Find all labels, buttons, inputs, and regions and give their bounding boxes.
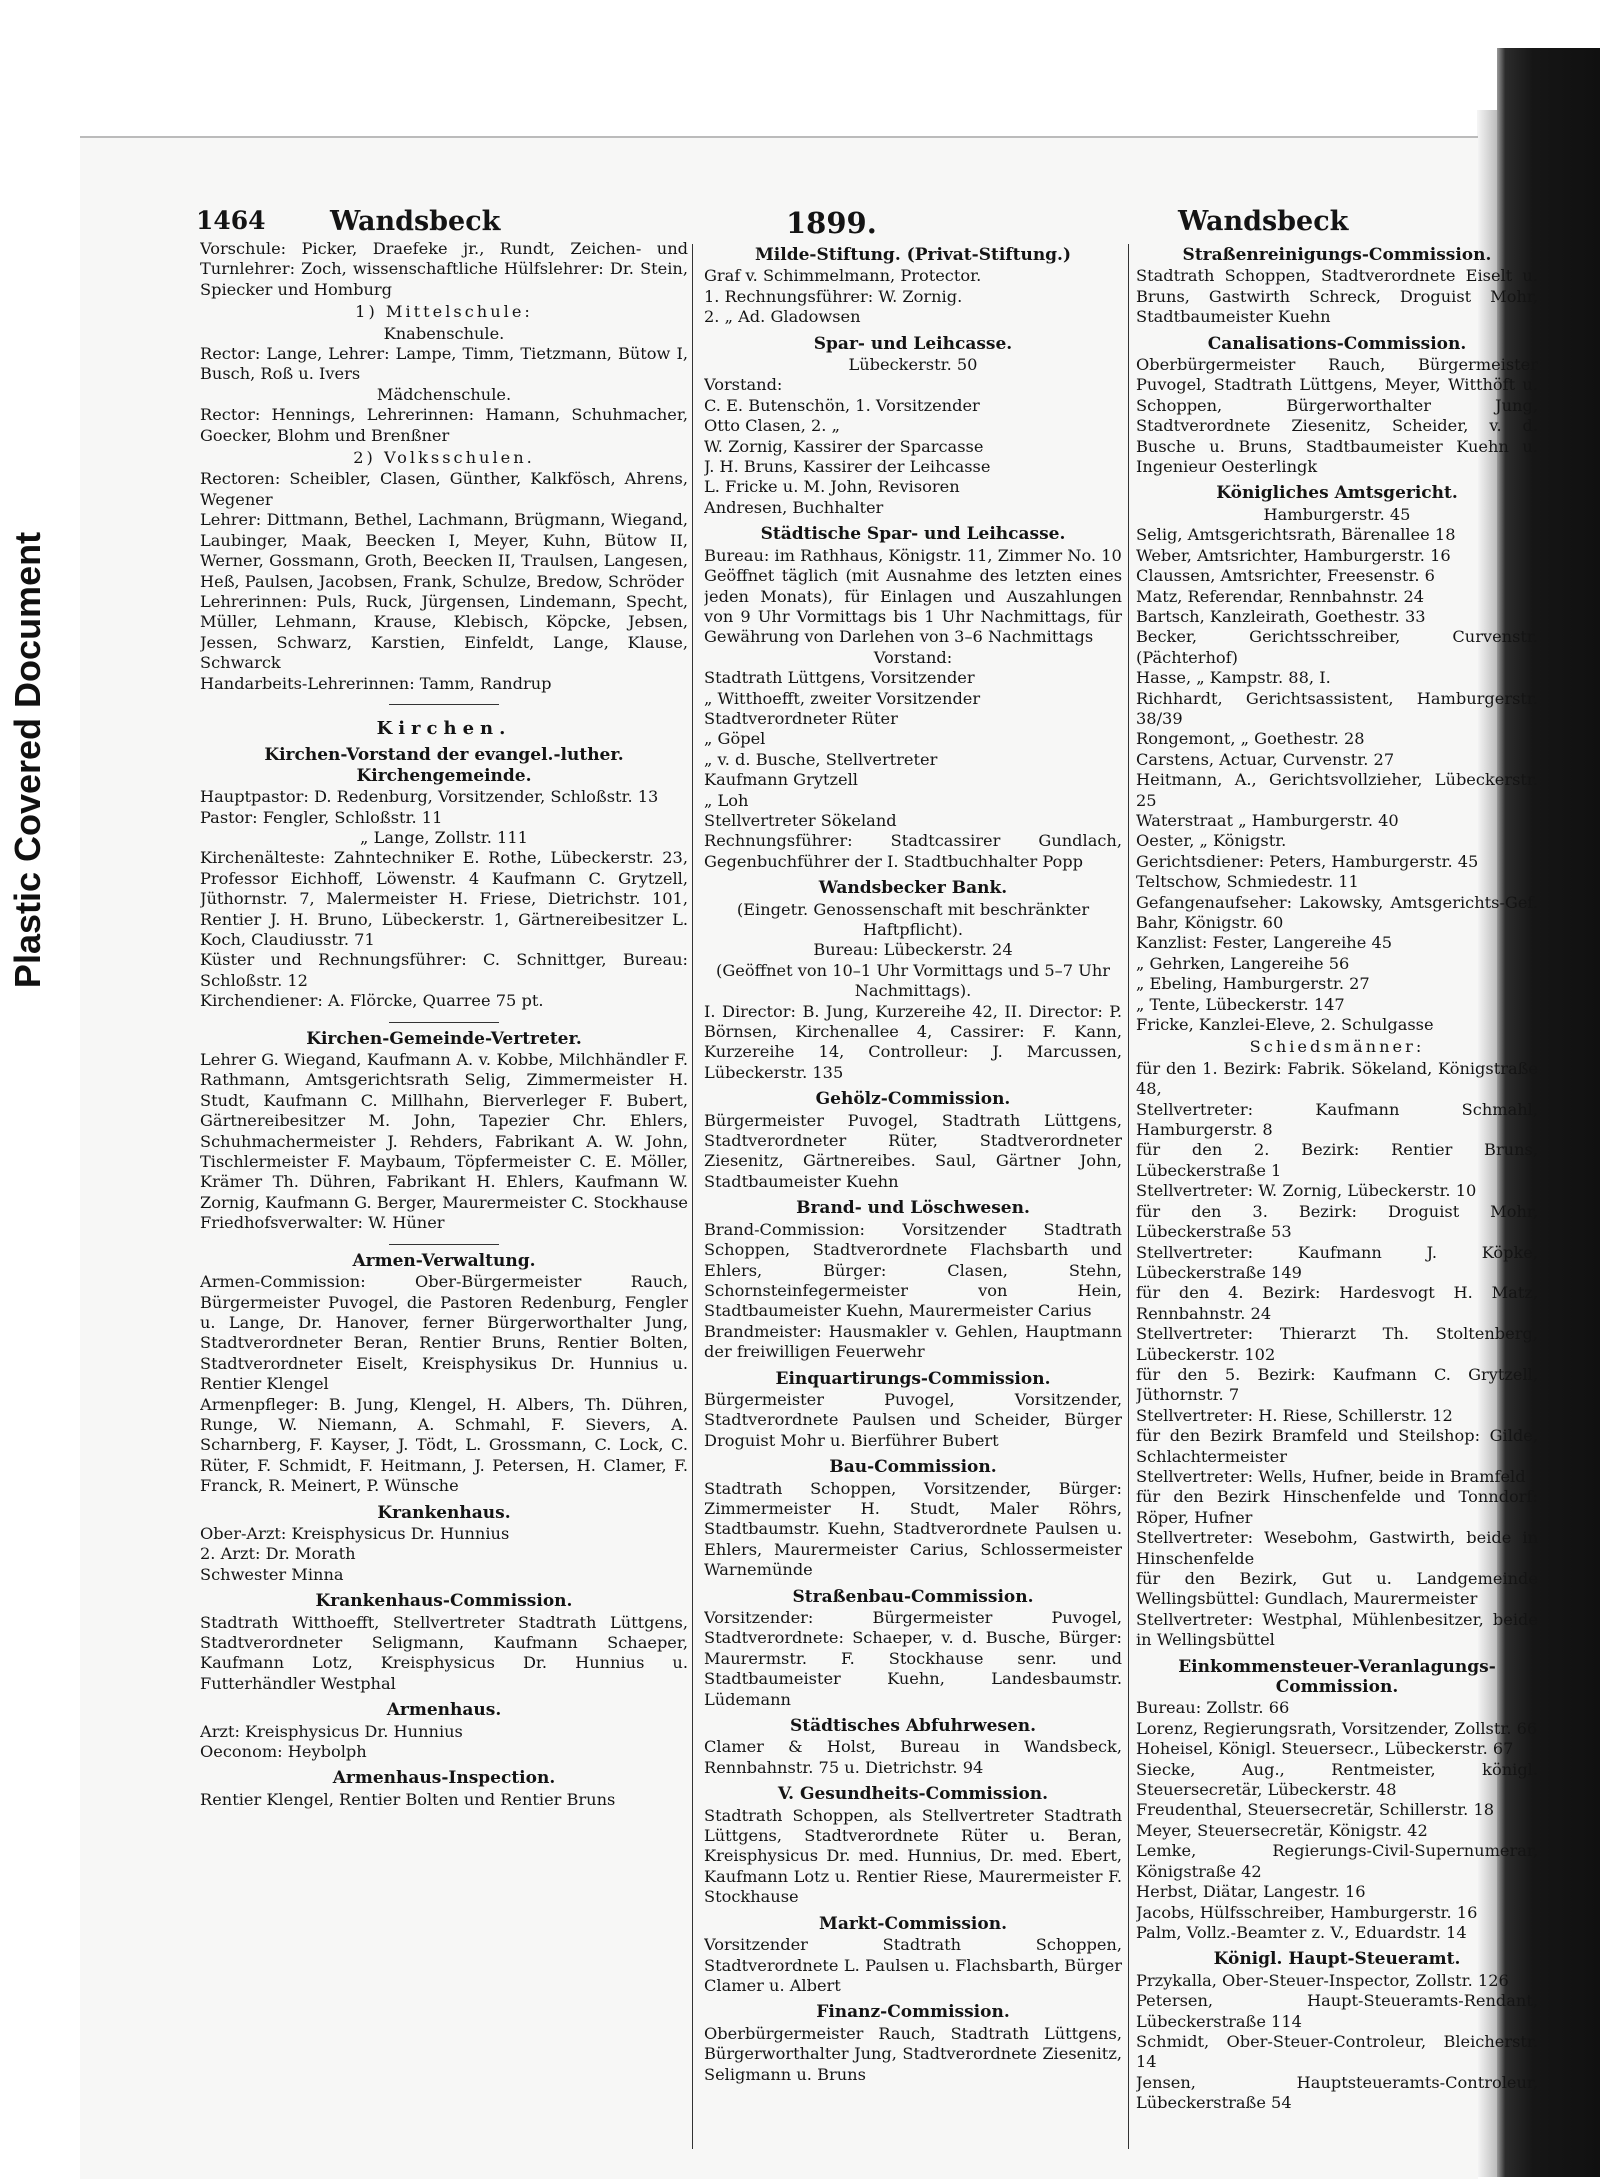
entry-text: I. Director: B. Jung, Kurzereihe 42, II. Director: P. Börnsen, Kirchenallee 4, Cassirer: F. Kann, Kurzereihe 14, Controlleur: J. Marcussen, Lübeckerstr. 135 <box>704 1001 1122 1082</box>
entry-text: Stadtrath Schoppen, als Stellvertreter Stadtrath Lüttgens, Stadtverordnete Rüter u. Beran, Kreisphysicus Dr. med. Hunnius, Dr. med. Ebert, Kaufmann Lotz u. Rentier Riese, Maurermeister F. Stockhause <box>704 1805 1122 1907</box>
section-heading: Markt-Commission. <box>819 1913 1007 1934</box>
section-heading: Canalisations-Commission. <box>1207 333 1467 354</box>
entry-text: Hoheisel, Königl. Steuersecr., Lübeckerstr. 67 <box>1136 1739 1514 1759</box>
entry-text: Stadtrath Schoppen, Stadtverordnete Eiselt u. Bruns, Gastwirth Schreck, Droguist Mohr, Stadtbaumeister Kuehn <box>1136 266 1538 327</box>
centered-line: Vorstand: <box>873 647 953 667</box>
entry-text: Bureau: Zollstr. 66 <box>1136 1698 1290 1718</box>
entry-text: Graf v. Schimmelmann, Protector. <box>704 266 982 286</box>
entry-text: Stellvertreter: Thierarzt Th. Stoltenberg, Lübeckerstr. 102 <box>1136 1324 1538 1364</box>
entry-text: Stadtverordneter Rüter <box>704 708 898 728</box>
entry-text: Teltschow, Schmiedestr. 11 <box>1136 872 1359 892</box>
page-number: 1464 <box>196 206 266 235</box>
entry-text: Vorsitzender: Bürgermeister Puvogel, Stadtverordnete: Schaeper, v. d. Busche, Bürger: Maurermstr. F. Stockhause senr. und Stadtbaumeister Kuehn, Landesbaumstr. Lüdemann <box>704 1608 1122 1709</box>
entry-text: Rectoren: Scheibler, Clasen, Günther, Kalkfösch, Ahrens, Wegener <box>200 469 688 509</box>
entry-text: Petersen, Haupt-Steueramts-Rendant, Lübeckerstraße 114 <box>1136 1991 1538 2031</box>
entry-text: für den 3. Bezirk: Droguist Mohr, Lübeckerstraße 53 <box>1136 1201 1538 1242</box>
entry-text: „ Göpel <box>704 729 766 749</box>
entry-text: Heitmann, A., Gerichtsvollzieher, Lübeckerstr. 25 <box>1136 770 1538 810</box>
side-label-container <box>0 470 56 1050</box>
entry-text: Otto Clasen, 2. „ <box>704 416 840 436</box>
entry-text: 2. „ Ad. Gladowsen <box>704 307 861 327</box>
entry-text: Stadtrath Lüttgens, Vorsitzender <box>704 668 975 688</box>
entry-text: Geöffnet täglich (mit Ausnahme des letzten eines jeden Monats), für Einlagen und Auszahlungen von 9 Uhr Vormittags bis 1 Uhr Nachmittags, für Gewährung von Darlehen von 3–6 Nachmittags <box>704 566 1122 647</box>
section-heading: Städtische Spar- und Leihcasse. <box>760 524 1066 545</box>
entry-text: Vorstand: <box>704 375 783 395</box>
section-heading: Kirchen-Gemeinde-Vertreter. <box>306 1028 582 1049</box>
entry-text: Brand-Commission: Vorsitzender Stadtrath Schoppen, Stadtverordnete Flachsbarth und Ehlers, Bürger: Clasen, Stehn, Schornsteinfegermeister von Hein, Stadtbaumeister Kuehn, Maurermeister Carius <box>704 1219 1122 1321</box>
entry-text: für den 2. Bezirk: Rentier Bruns, Lübeckerstraße 1 <box>1136 1140 1538 1180</box>
entry-text: Rector: Hennings, Lehrerinnen: Hamann, Schuhmacher, Goecker, Blohm und Brenßner <box>200 405 688 445</box>
centered-line: „ Lange, Zollstr. 111 <box>360 827 528 847</box>
entry-text: 1. Rechnungsführer: W. Zornig. <box>704 286 963 306</box>
entry-text: für den 4. Bezirk: Hardesvogt H. Matz, Rennbahnstr. 24 <box>1136 1283 1538 1323</box>
entry-text: Stellvertreter: Wesebohm, Gastwirth, beide in Hinschenfelde <box>1136 1528 1538 1568</box>
section-heading: Wandsbecker Bank. <box>818 878 1008 899</box>
centered-line: (Geöffnet von 10–1 Uhr Vormittags und 5–7 Uhr Nachmittags). <box>716 960 1110 1001</box>
section-heading: Städtisches Abfuhrwesen. <box>789 1716 1037 1737</box>
sub-heading: 2) Volksschulen. <box>353 448 535 468</box>
centered-line: Bureau: Lübeckerstr. 24 <box>813 940 1013 960</box>
entry-text: Stellvertreter: Kaufmann J. Köpke, Lübeckerstraße 149 <box>1136 1242 1538 1282</box>
entry-text: für den Bezirk Bramfeld und Steilshop: Gilde, Schlachtermeister <box>1136 1426 1538 1466</box>
entry-text: Gerichtsdiener: Peters, Hamburgerstr. 45 <box>1136 851 1479 871</box>
centered-line: Bureau: im Rathhaus, Königstr. 11, Zimmer No. 10 <box>704 545 1122 565</box>
entry-text: Przykalla, Ober-Steuer-Inspector, Zollstr. 126 <box>1136 1970 1509 1990</box>
entry-text: Weber, Amtsrichter, Hamburgerstr. 16 <box>1136 545 1451 565</box>
entry-text: W. Zornig, Kassirer der Sparcasse <box>704 436 984 456</box>
column-middle <box>704 239 1122 2149</box>
entry-text: Armen-Commission: Ober-Bürgermeister Rauch, Bürgermeister Puvogel, die Pastoren Redenburg, Fengler u. Lange, Dr. Hanover, ferner Bürgerworthalter Jung, Stadtverordneter Beran, Rentier Bruns, Rentier Bolten, Stadtverordneter Eiselt, Kreisphysikus Dr. Hunnius u. Rentier Klengel <box>200 1272 688 1394</box>
running-head-year: 1899. <box>786 206 877 240</box>
entry-text: Andresen, Buchhalter <box>704 497 884 517</box>
entry-text: Armenpfleger: B. Jung, Klengel, H. Albers, Th. Dühren, Runge, W. Niemann, A. Schmahl, F. Sievers, A. Scharnberg, F. Kayser, J. Tödt, L. Grossmann, C. Lock, C. Rüter, F. Schmidt, F. Heitmann, J. Petersen, H. Clamer, F. Franck, R. Meinert, P. Wünsche <box>200 1394 688 1496</box>
entry-text: Lehrer: Dittmann, Bethel, Lachmann, Brügmann, Wiegand, Laubinger, Maak, Beecken I, Meyer, Kuhn, Bütow II, Werner, Gossmann, Groth, Beecken II, Traulsen, Langesen, Heß, Paulsen, Jacobsen, Frank, Schulze, Bredow, Schröder <box>200 510 688 591</box>
entry-text: Bürgermeister Puvogel, Stadtrath Lüttgens, Stadtverordneter Rüter, Stadtverordneter Ziesenitz, Gärtnereibes. Saul, Gärtner John, Stadtbaumeister Kuehn <box>704 1110 1122 1191</box>
section-heading: Straßenreinigungs-Commission. <box>1182 245 1492 265</box>
section-heading: Armenhaus-Inspection. <box>332 1768 556 1789</box>
entry-text: Waterstraat „ Hamburgerstr. 40 <box>1136 810 1399 830</box>
section-heading: Finanz-Commission. <box>816 2002 1010 2023</box>
entry-text: Stadtrath Witthoefft, Stellvertreter Stadtrath Lüttgens, Stadtverordneter Seligmann, Kaufmann Schaeper, Kaufmann Lotz, Kreisphysicus Dr. Hunnius u. Futterhändler Westphal <box>200 1612 688 1693</box>
running-head-right: Wandsbeck <box>1178 206 1349 237</box>
entry-text: Oberbürgermeister Rauch, Bürgermeister Puvogel, Stadtrath Lüttgens, Meyer, Witthöft u. Schoppen, Bürgerworthalter Jung, Stadtverordnete Ziesenitz, Scheider, v. d. Busche u. Bruns, Stadtbaumeister Kuehn u. Ingenieur Oesterlingk <box>1136 355 1538 477</box>
entry-text: „ Ebeling, Hamburgerstr. 27 <box>1136 974 1370 994</box>
running-head-left: Wandsbeck <box>330 206 501 237</box>
entry-text: Claussen, Amtsrichter, Freesenstr. 6 <box>1136 566 1435 586</box>
entry-text: Selig, Amtsgerichtsrath, Bärenallee 18 <box>1136 525 1456 545</box>
document-page <box>80 136 1538 2179</box>
entry-text: Gefangenaufseher: Lakowsky, Amtsgerichts-Gef. Bahr, Königstr. 60 <box>1136 892 1538 932</box>
entry-text: „ Tente, Lübeckerstr. 147 <box>1136 994 1345 1014</box>
entry-text: Lehrer G. Wiegand, Kaufmann A. v. Kobbe, Milchhändler F. Rathmann, Amtsgerichtsrath Selig, Zimmermeister H. Studt, Kaufmann C. Millhahn, Bierverleger F. Bubert, Gärtnereibesitzer M. John, Tapezier Chr. Ehlers, Schuhmachermeister J. Rehders, Fabrikant A. W. John, Tischlermeister F. Maybaum, Töpfermeister C. E. Möller, Krämer Th. Dühren, Fabrikant H. Ehlers, Kaufmann W. Zornig, Kaufmann G. Berger, Maurermeister C. Stockhause <box>200 1050 688 1212</box>
entry-text: Friedhofsverwalter: W. Hüner <box>200 1213 445 1233</box>
entry-text: Matz, Referendar, Rennbahnstr. 24 <box>1136 586 1425 606</box>
column-rule <box>1128 244 1129 2149</box>
entry-text: Oeconom: Heybolph <box>200 1742 367 1762</box>
entry-text: Kirchenälteste: Zahntechniker E. Rothe, Lübeckerstr. 23, Professor Eichhoff, Löwenstr. 4 Kaufmann C. Grytzell, Jüthornstr. 7, Malermeister H. Friese, Dietrichstr. 101, Rentier J. H. Bruno, Lübeckerstr. 1, Gärtnereibesitzer L. Koch, Claudiusstr. 71 <box>200 848 688 949</box>
entry-text: Rentier Klengel, Rentier Bolten und Rentier Bruns <box>200 1789 616 1809</box>
separator-rule <box>389 1022 499 1023</box>
entry-text: Siecke, Aug., Rentmeister, königl. Steuersecretär, Lübeckerstr. 48 <box>1136 1759 1538 1800</box>
centered-line: Knabenschule. <box>383 323 505 343</box>
section-heading: Krankenhaus-Commission. <box>315 1591 573 1612</box>
entry-text: Vorschule: Picker, Draefeke jr., Rundt, Zeichen- und Turnlehrer: Zoch, wissenschaftliche Hülfslehrer: Dr. Stein, Spiecker und Homburg <box>200 239 688 299</box>
entry-text: Clamer & Holst, Bureau in Wandsbeck, Rennbahnstr. 75 u. Dietrichstr. 94 <box>704 1737 1122 1777</box>
centered-line: Mädchenschule. <box>376 384 512 404</box>
entry-text: Kanzlist: Fester, Langereihe 45 <box>1136 933 1393 953</box>
entry-text: Jensen, Hauptsteueramts-Controleur, Lübeckerstraße 54 <box>1136 2072 1538 2113</box>
section-heading: Milde-Stiftung. (Privat-Stiftung.) <box>754 245 1072 265</box>
entry-text: Brandmeister: Hausmakler v. Gehlen, Hauptmann der freiwilligen Feuerwehr <box>704 1321 1122 1362</box>
section-heading: Bau-Commission. <box>829 1457 997 1478</box>
entry-text: „ Gehrken, Langereihe 56 <box>1136 953 1350 973</box>
separator-rule <box>389 1244 499 1245</box>
entry-text: Rechnungsführer: Stadtcassirer Gundlach, Gegenbuchführer der I. Stadtbuchhalter Popp <box>704 831 1122 871</box>
section-heading: Armen-Verwaltung. <box>352 1250 536 1271</box>
entry-text: Bartsch, Kanzleirath, Goethestr. 33 <box>1136 606 1426 626</box>
entry-text: für den 1. Bezirk: Fabrik. Sökeland, Königstraße 48, <box>1136 1058 1538 1099</box>
entry-text: Herbst, Diätar, Langestr. 16 <box>1136 1882 1366 1902</box>
entry-text: Palm, Vollz.-Beamter z. V., Eduardstr. 14 <box>1136 1922 1467 1942</box>
section-heading: Straßenbau-Commission. <box>792 1586 1034 1607</box>
entry-text: Pastor: Fengler, Schloßstr. 11 <box>200 807 443 827</box>
section-heading: V. Gesundheits-Commission. <box>777 1784 1049 1805</box>
entry-text: Stellvertreter: Westphal, Mühlenbesitzer, beide in Wellingsbüttel <box>1136 1609 1538 1650</box>
entry-text: Hauptpastor: D. Redenburg, Vorsitzender, Schloßstr. 13 <box>200 787 659 807</box>
entry-text: Bürgermeister Puvogel, Vorsitzender, Stadtverordnete Paulsen und Scheider, Bürger Droguist Mohr u. Bierführer Bubert <box>704 1389 1122 1450</box>
entry-text: Kaufmann Grytzell <box>704 770 858 790</box>
entry-text: Lemke, Regierungs-Civil-Supernumerar, Königstraße 42 <box>1136 1841 1538 1881</box>
entry-text: Jacobs, Hülfsschreiber, Hamburgerstr. 16 <box>1136 1902 1478 1922</box>
entry-text: 2. Arzt: Dr. Morath <box>200 1544 356 1564</box>
entry-text: Oberbürgermeister Rauch, Stadtrath Lüttgens, Bürgerworthalter Jung, Stadtverordnete Ziesenitz, Seligmann u. Bruns <box>704 2023 1122 2084</box>
centered-line: Lübeckerstr. 50 <box>848 355 978 375</box>
section-heading: Einkommensteuer-Veranlagungs-Commission. <box>1178 1656 1496 1698</box>
entry-text: Carstens, Actuar, Curvenstr. 27 <box>1136 749 1395 769</box>
entry-text: Hasse, „ Kampstr. 88, I. <box>1136 668 1331 688</box>
entry-text: Stellvertreter: Wells, Hufner, beide in Bramfeld <box>1136 1466 1526 1486</box>
entry-text: Lehrerinnen: Puls, Ruck, Jürgensen, Lindemann, Specht, Müller, Lehmann, Krause, Klebisch, Köpcke, Jebsen, Jessen, Schwarz, Karstien, Einfeldt, Lange, Klause, Schwarck <box>200 591 688 673</box>
entry-text: J. H. Bruns, Kassirer der Leihcasse <box>704 457 991 477</box>
entry-text: Freudenthal, Steuersecretär, Schillerstr. 18 <box>1136 1800 1495 1820</box>
entry-text: für den 5. Bezirk: Kaufmann C. Grytzell, Jüthornstr. 7 <box>1136 1364 1538 1405</box>
section-heading: Königl. Haupt-Steueramt. <box>1213 1949 1461 1970</box>
entry-text: „ Witthoefft, zweiter Vorsitzender <box>704 688 981 708</box>
entry-text: Stadtrath Schoppen, Vorsitzender, Bürger: Zimmermeister H. Studt, Maler Röhrs, Stadtbaumstr. Kuehn, Stadtverordnete Paulsen u. Ehlers, Maurermeister Carius, Schlossermeister Warnemünde <box>704 1478 1122 1580</box>
entry-text: Kirchendiener: A. Flörcke, Quarree 75 pt. <box>200 991 544 1011</box>
section-heading: Spar- und Leihcasse. <box>813 333 1013 354</box>
section-heading: Einquartirungs-Commission. <box>775 1368 1051 1389</box>
entry-text: Lorenz, Regierungsrath, Vorsitzender, Zollstr. 66 <box>1136 1718 1538 1738</box>
section-heading: Kirchen-Vorstand der evangel.-luther. Kirchengemeinde. <box>264 745 624 786</box>
entry-text: für den Bezirk Hinschenfelde und Tonndorf: Röper, Hufner <box>1136 1487 1538 1527</box>
separator-rule <box>389 704 499 705</box>
entry-text: Richhardt, Gerichtsassistent, Hamburgerstr. 38/39 <box>1136 688 1538 728</box>
major-heading: Kirchen. <box>376 717 512 739</box>
section-heading: Armenhaus. <box>386 1700 502 1721</box>
entry-text: Schwester Minna <box>200 1564 344 1584</box>
entry-text: Ober-Arzt: Kreisphysicus Dr. Hunnius <box>200 1523 510 1543</box>
section-heading: Krankenhaus. <box>377 1502 511 1523</box>
entry-text: Arzt: Kreisphysicus Dr. Hunnius <box>200 1721 463 1741</box>
entry-text: für den Bezirk, Gut u. Landgemeinde Wellingsbüttel: Gundlach, Maurermeister <box>1136 1569 1538 1609</box>
entry-text: Meyer, Steuersecretär, Königstr. 42 <box>1136 1820 1428 1840</box>
entry-text: Rongemont, „ Goethestr. 28 <box>1136 729 1365 749</box>
entry-text: Handarbeits-Lehrerinnen: Tamm, Randrup <box>200 673 552 693</box>
centered-line: (Eingetr. Genossenschaft mit beschränkter Haftpflicht). <box>736 899 1090 939</box>
entry-text: Stellvertreter Sökeland <box>704 810 897 830</box>
section-heading: Gehölz-Commission. <box>815 1089 1011 1110</box>
entry-text: „ Loh <box>704 790 749 810</box>
entry-text: Vorsitzender Stadtrath Schoppen, Stadtverordnete L. Paulsen u. Flachsbarth, Bürger Clamer u. Albert <box>704 1935 1122 1995</box>
sub-heading: 1) Mittelschule: <box>355 302 533 322</box>
entry-text: Küster und Rechnungsführer: C. Schnittger, Bureau: Schloßstr. 12 <box>200 950 688 990</box>
column-right <box>1136 239 1538 2149</box>
entry-text: C. E. Butenschön, 1. Vorsitzender <box>704 395 980 415</box>
entry-text: „ v. d. Busche, Stellvertreter <box>704 749 938 769</box>
entry-text: Stellvertreter: H. Riese, Schillerstr. 12 <box>1136 1405 1453 1425</box>
entry-text: Becker, Gerichtsschreiber, Curvenstr. (Pächterhof) <box>1136 627 1538 667</box>
entry-text: Stellvertreter: Kaufmann Schmahl, Hamburgerstr. 8 <box>1136 1099 1538 1140</box>
column-left <box>200 239 688 2149</box>
column-rule <box>692 244 693 2149</box>
entry-text: Schmidt, Ober-Steuer-Controleur, Bleicherstr. 14 <box>1136 2031 1538 2072</box>
entry-text: L. Fricke u. M. John, Revisoren <box>704 477 960 497</box>
entry-text: Stellvertreter: W. Zornig, Lübeckerstr. 10 <box>1136 1181 1477 1201</box>
section-heading: Brand- und Löschwesen. <box>796 1198 1030 1219</box>
side-label: Plastic Covered Document <box>7 531 49 989</box>
sub-heading: Schiedsmänner: <box>1249 1037 1425 1057</box>
section-heading: Königliches Amtsgericht. <box>1216 483 1458 504</box>
entry-text: Fricke, Kanzlei-Eleve, 2. Schulgasse <box>1136 1015 1434 1035</box>
entry-text: Oester, „ Königstr. <box>1136 831 1287 851</box>
entry-text: Rector: Lange, Lehrer: Lampe, Timm, Tietzmann, Bütow I, Busch, Roß u. Ivers <box>200 344 688 384</box>
centered-line: Hamburgerstr. 45 <box>1263 504 1411 524</box>
